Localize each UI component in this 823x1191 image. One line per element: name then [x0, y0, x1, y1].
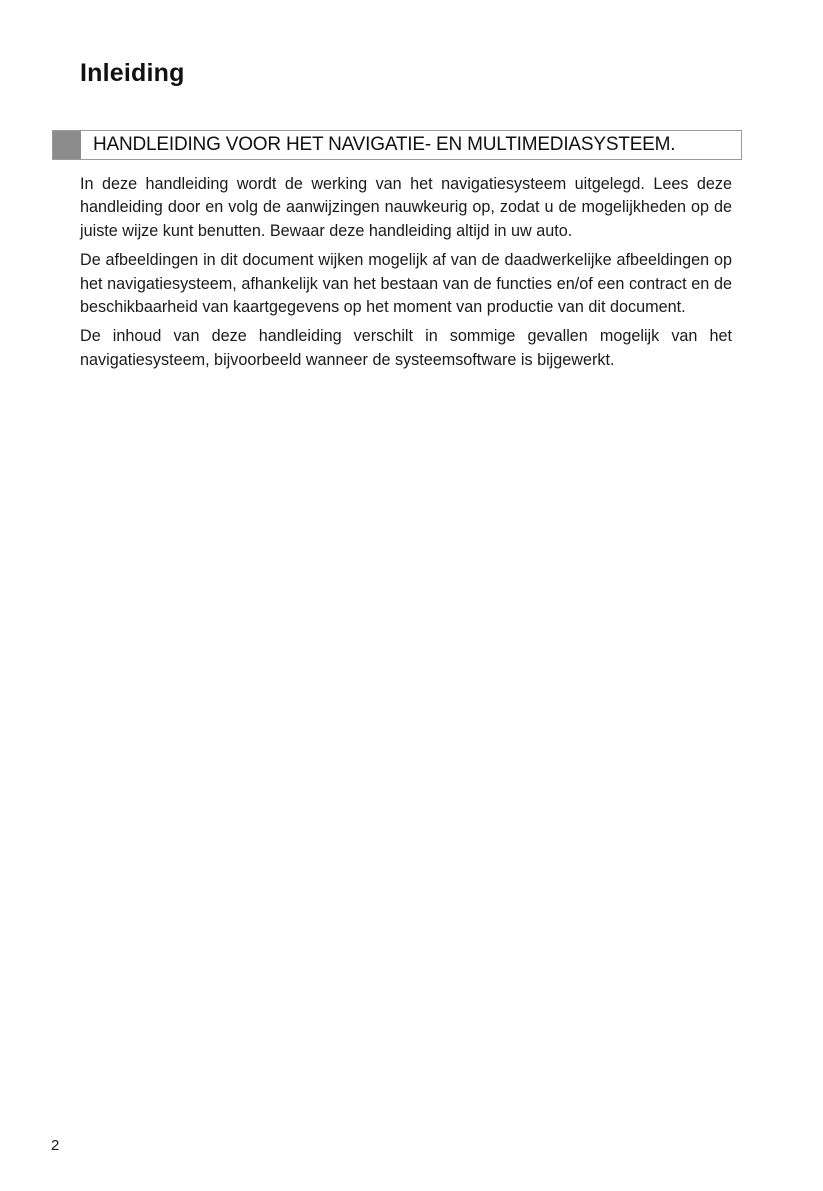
paragraph-intro: In deze handleiding wordt de werking van het navigatiesysteem uitgelegd. Lees deze handleiding door en volg de aanwijzingen nauwkeurig op, zodat u de mogelijkheden op de juiste wijze kunt benutten. Bewaar deze handleiding altijd in uw auto. — [80, 175, 732, 240]
body-text — [80, 173, 732, 378]
page-title: Inleiding — [80, 59, 185, 87]
section-marker — [53, 131, 81, 159]
page-number: 2 — [51, 1137, 60, 1154]
section-title: HANDLEIDING VOOR HET NAVIGATIE- EN MULTIMEDIASYSTEEM. — [93, 134, 676, 155]
paragraph-content: De inhoud van deze handleiding verschilt in sommige gevallen mogelijk van het navigatiesysteem, bijvoorbeeld wanneer de systeemsoftware is bijgewerkt. — [80, 327, 732, 369]
paragraph-images: De afbeeldingen in dit document wijken mogelijk af van de daadwerkelijke afbeeldingen op het navigatiesysteem, afhankelijk van het bestaan van de functies en/of een contract en de beschikbaarheid van kaartgegevens op het moment van productie van dit document. — [80, 251, 732, 317]
section-header — [52, 130, 742, 160]
